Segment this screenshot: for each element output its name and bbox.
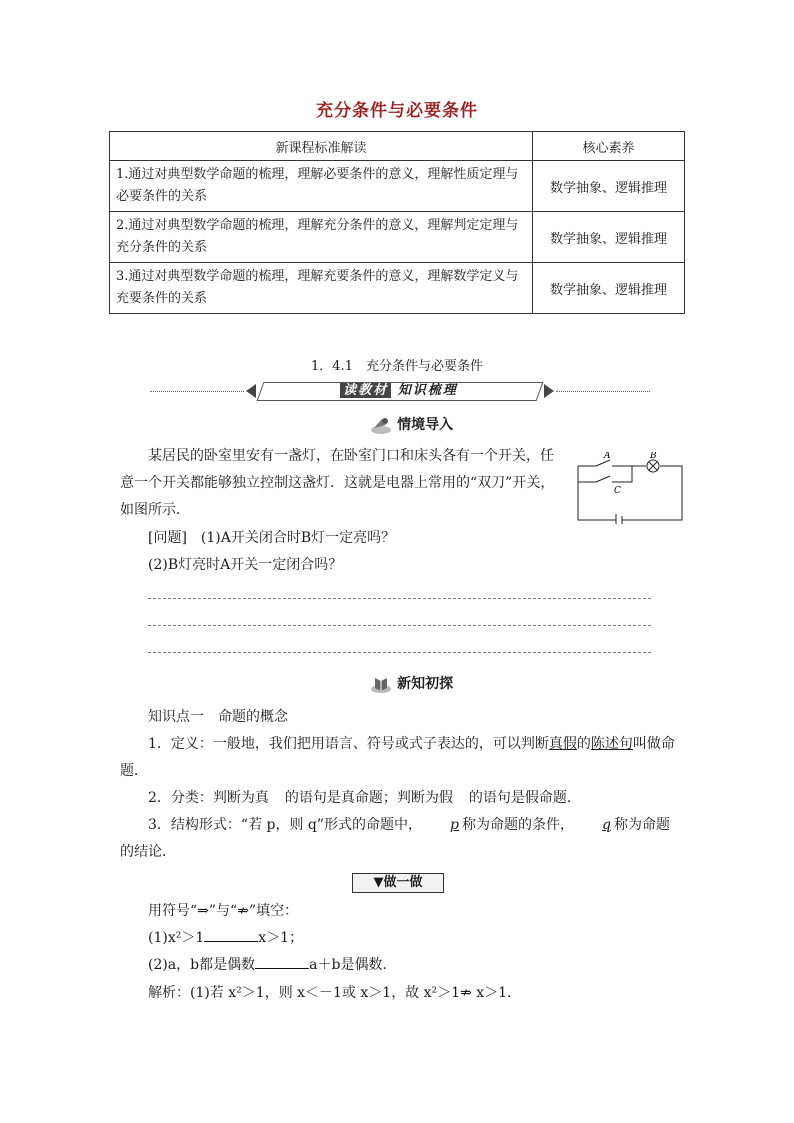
newknow-heading-text: 新知初探: [397, 676, 454, 692]
book-icon: [370, 674, 392, 694]
answer-line: [148, 652, 651, 653]
classification-mid: 的语句是真命题；判断为: [284, 790, 439, 806]
structure-mid: 称为命题的条件，: [462, 817, 575, 833]
structure-p: p: [450, 817, 460, 833]
exercise-1: [148, 925, 303, 952]
banner-left-label: 读教材: [340, 383, 391, 398]
classification-pre: 2．分类：判断为: [148, 790, 255, 806]
section-subtitle: 1．4.1 充分条件与必要条件: [311, 359, 483, 374]
literacy-cell: 数学抽象、逻辑推理: [533, 161, 685, 212]
scenario-text: 某居民的卧室里安有一盏灯，在卧室门口和床头各有一个开关，任意一个开关都能够独立控制这盏灯．这就是电器上常用的“双刀”开关，如图所示．: [120, 448, 555, 518]
scenario-heading: [370, 414, 453, 435]
circuit-diagram: [574, 452, 690, 524]
banner-text: [260, 382, 538, 399]
definition-mid: 的: [576, 736, 591, 752]
instruction-post: ”填空：: [248, 903, 299, 919]
do-one-label: 做一做: [383, 875, 423, 890]
page-title: 充分条件与必要条件: [316, 101, 478, 121]
classification-post: 的语句是假命题．: [468, 790, 581, 806]
structure-q: q: [602, 817, 612, 833]
megaphone-icon: [370, 415, 392, 435]
table-header: 新课程标准解读: [110, 132, 533, 161]
answer-line: [148, 598, 651, 599]
dotted-rule: [150, 391, 244, 392]
classification-false: 假: [438, 790, 453, 806]
arrow-left-icon: [246, 384, 256, 398]
classification-true: 真: [254, 790, 269, 806]
standard-cell: 3.通过对典型数学命题的梳理，理解充要条件的意义，理解数学定义与充要条件的关系: [110, 263, 533, 314]
exercise-1-blank[interactable]: [204, 927, 258, 942]
solution: 解析：(1)若 x²＞1，则 x＜－1或 x＞1，故 x²＞1⇏ x＞1.: [148, 985, 512, 1001]
arrow-right-icon: [544, 384, 554, 398]
standard-cell: 1.通过对典型数学命题的梳理，理解必要条件的意义，理解性质定理与必要条件的关系: [110, 161, 533, 212]
table-row: [110, 263, 685, 314]
structure-post: 称为命题的结论．: [120, 817, 671, 860]
section-banner: [150, 380, 650, 402]
structure: [120, 812, 680, 866]
table-row: [110, 161, 685, 212]
definition-blank-1: 真假: [548, 736, 577, 752]
label-b: B: [650, 452, 657, 461]
banner-right-label: 知识梳理: [397, 383, 458, 398]
literacy-cell: 数学抽象、逻辑推理: [533, 212, 685, 263]
do-one-badge: [352, 873, 444, 893]
instruction-pre: 用符号“⇒”与“: [148, 903, 238, 919]
definition: [120, 731, 680, 785]
question-1: [问题] (1)A开关闭合时B灯一定亮吗？: [148, 530, 396, 546]
definition-post: 叫做命题．: [120, 736, 675, 779]
knowledge-point-1: 知识点一 命题的概念: [148, 709, 288, 725]
newknow-heading: [370, 673, 453, 694]
exercise-2-blank[interactable]: [255, 954, 309, 969]
standard-cell: 2.通过对典型数学命题的梳理，理解充分条件的意义，理解判定定理与充分条件的关系: [110, 212, 533, 263]
table-header: 核心素养: [533, 132, 685, 161]
exercise-2-post: a＋b是偶数．: [309, 957, 397, 973]
not-implies-symbol: ⇏: [237, 903, 249, 919]
definition-pre: 1．定义：一般地，我们把用语言、符号或式子表达的，可以判断: [148, 736, 549, 752]
standards-table: [109, 131, 685, 314]
question-2: (2)B灯亮时A开关一定闭合吗？: [148, 557, 343, 573]
table-row: [110, 212, 685, 263]
scenario-heading-text: 情境导入: [397, 417, 454, 433]
exercise-1-pre: (1)x²＞1: [148, 930, 205, 946]
label-c: C: [614, 486, 621, 496]
down-arrow-icon: ▼: [373, 875, 384, 890]
exercise-2: [148, 952, 396, 979]
structure-pre: 3．结构形式：“若 p，则 q”形式的命题中，: [148, 817, 423, 833]
exercise-instruction: [148, 898, 298, 925]
exercise-1-post: x＞1；: [258, 930, 304, 946]
table-header-row: [110, 132, 685, 161]
label-a: A: [604, 452, 611, 461]
definition-blank-2: 陈述句: [590, 736, 633, 752]
answer-line: [148, 625, 651, 626]
exercise-2-pre: (2)a，b都是偶数: [148, 957, 256, 973]
literacy-cell: 数学抽象、逻辑推理: [533, 263, 685, 314]
dotted-rule: [556, 391, 650, 392]
classification: [148, 785, 581, 812]
